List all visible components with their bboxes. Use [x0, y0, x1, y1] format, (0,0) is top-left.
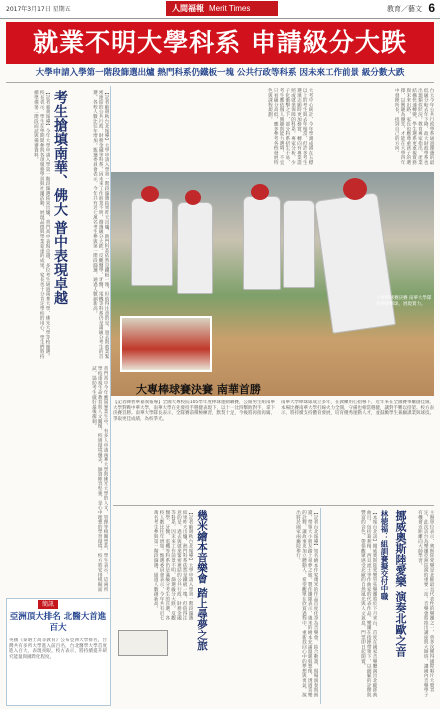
photo-caption: 大專棒球賽決賽 南華大學隊員揮棒擊球，展現實力。	[376, 296, 432, 307]
helmet	[251, 184, 269, 200]
section-name: 教育／藝文	[387, 5, 422, 13]
logo-english: Merit Times	[209, 4, 251, 13]
book-story-body-2: 【記者蘇劍秋台北報導】大學申請入學第一階段篩選結果昨天出爐，熱門科系依然是鐵板一塊，但值得注意的是，過去與就業緊密連結的公共行政、財務金融等科系，因未來工作前景不明，篩選級分大跌。反觀醫學、牙醫、電機等科系仍是滿級分考生的首選，各校人數比往年增加。甄選委員會表示，今年共有近七萬名考生參與第一階段篩選，通過人數創新高。	[153, 510, 193, 621]
divider	[6, 82, 434, 83]
book-story-headline: 幾米繪本音樂會 踏上尋夢之旅	[196, 510, 208, 651]
book-story-body: 【記者台北報導】知名繪本作家幾米的作品首度化身為音樂會，結合動畫、現場演奏與朗讀，帶領大小朋友踏上尋夢之旅。製作團隊表示，幾米的繪本充滿溫暖與想像，透過音樂的詮釋，讓故事更加立體動人，希望觀眾在欣賞過程中，重新找回心中的夢想與勇氣，演出將於國家兩廳院舉行。	[295, 510, 318, 698]
column-divider	[110, 86, 111, 704]
brief-body: 英國《泰晤士高等教育》公布亞洲大學排名，台灣共有多所大學進入前百名，台北醫學大學首度進入百大，表現亮眼。校方表示，將持續提升研究能量與國際化程度。	[9, 638, 107, 660]
art-story-headline: 挪威奧斯陸愛樂 演奏北歐之音	[394, 510, 407, 657]
baseball-headline: 大專棒球賽決賽 南華首勝	[136, 383, 261, 396]
main-deck: 大學申請入學第一階段篩選出爐 熱門科系仍鐵板一塊 公共行政等科系 因未來工作前景 級分數大跌	[35, 68, 405, 78]
batter-figure	[314, 192, 396, 334]
main-headline: 就業不明大學科系 申請級分大跌	[6, 22, 434, 64]
player-figure	[131, 198, 173, 286]
brief-tag: 簡訊	[38, 600, 58, 609]
baseball-story-body-2: 南華大學棒球隊成立多年，在教練用心指導下，近年來在全國賽事屢創佳績。本場比賽南華大學打線火力全開，守備也相當穩健，讓對手難以招架。校方表示，將持續支持體育發展，培育優秀運動人才，並鼓勵學生兼顧課業與球技。	[281, 400, 434, 417]
masthead	[0, 0, 440, 19]
player-figure	[177, 202, 213, 294]
art-story-body: 【本報台北訊】挪威奧斯陸愛樂管弦樂團將於下月來台，首度在國家音樂廳演出北歐經典曲目，包括葛利格、西貝流士等作曲家的代表作品。樂團在指揮帶領下，以細膩的詮釋與豐富的音色，帶領觀眾感受北歐的自然風光與人文氣息，門票即日起開賣。	[360, 510, 377, 698]
art-story-body-2: 主辦單位表示，奧斯陸愛樂是北歐最具代表性的樂團之一，曾多次獲得國際唱片大獎肯定，此次訪台為樂團亞洲巡演的重要一站。音樂會將推出講座與大師班，讓國內音樂學子有機會近距離向大師學習。	[417, 510, 434, 698]
brief-title: 亞洲頂大排名 北醫大首進百大	[9, 612, 107, 633]
left-story-headline: 考生搶填南華、佛大 普中表現卓越	[52, 90, 68, 305]
left-story-body: 【記者嘉義報導】今年大學申請入學第一階段篩選結果出爐，普門高中表現卓越，多位考生通過南華大學、佛光大學等校篩選。校長表示，學生在學期間參與各項服務學習與社團活動，展現品德與學業並重的成果，家長也十分肯定學校的用心，學生們將持續準備第二階段面試與備審資料。	[33, 90, 50, 359]
baseball-story-body: 【記者陳智華嘉義報導】全國大專校院105學年度棒球運動聯賽，公開男生組南華大學對戰中華大學，南華大學在先發投手穩健表現下，以十一比四擊敗對手，拿下決賽首勝。南華大學隊長表示，全隊賽前積極練習，默契十足，今後將再接再厲，爭取更佳成績，為校爭光。	[113, 400, 275, 422]
column-divider	[320, 508, 321, 704]
divider	[113, 505, 434, 506]
newspaper-logo	[166, 1, 278, 16]
logo-chinese: 人間福報	[172, 3, 204, 13]
player-figure	[283, 200, 315, 288]
main-story-body-2: 台大今年公共行政學系通過篩選的最低級分較去年下降，政大財政學系也出現類似狀況。教育專家指出，產業結構快速轉變，學生選系更重視實務與未來出路，家長也應尊重孩子的選擇，以興趣為優先，才能在大學四年中發揮所長，找到自己的方向。	[394, 88, 434, 165]
art-story-subhead: 林徳福：組訓賽擬交付中職	[380, 510, 389, 600]
page-number: 6	[428, 1, 435, 15]
issue-date: 2017年3月17日 星期五	[6, 6, 71, 13]
left-story-body-2: 普門高中今年應屆畢業生中，有多人申請南華大學與佛光大學的人文、管理等相關學系，學生表示，這兩所學校重視生命教育與人文關懷，校園環境優美，師資陣容堅強，是心中理想的學習環境。校方將安排模擬面試，協助考生做好最後衝刺。	[91, 366, 108, 592]
left-story-body-3: 【記者蘇劍秋台北報導】大學申請入學第一階段篩選結果昨天出爐，熱門科系依然是鐵板一塊，但值得注意的是，過去與就業緊密連結的公共行政、財務金融等科系，因未來工作前景不明，篩選級分大跌。反觀醫學、牙醫、電機等科系仍是滿級分考生的首選，各校人數比往年增加。甄選委員會表示，今年共有近七萬名考生參與第一階段篩選，通過人數創新高。	[92, 90, 109, 359]
cheering-team-inset-photo	[120, 316, 212, 372]
main-story-body: 大考中心統計，今年學測成績在五標以上的考生與去年相當，但許多考生選填志願時更加務實，轉向有專業證照或就業保障的科系。專家分析，少子化衝擊之下，部分科系招生不易，考生應依個人興趣與能力選填，不宜只看級分高低，應多參考各校發展特色與課程規劃。	[267, 88, 313, 165]
helmet	[141, 186, 159, 202]
author-photo	[118, 630, 168, 656]
player-figure	[243, 196, 281, 290]
helmet	[185, 190, 201, 205]
batter-helmet	[343, 178, 367, 200]
